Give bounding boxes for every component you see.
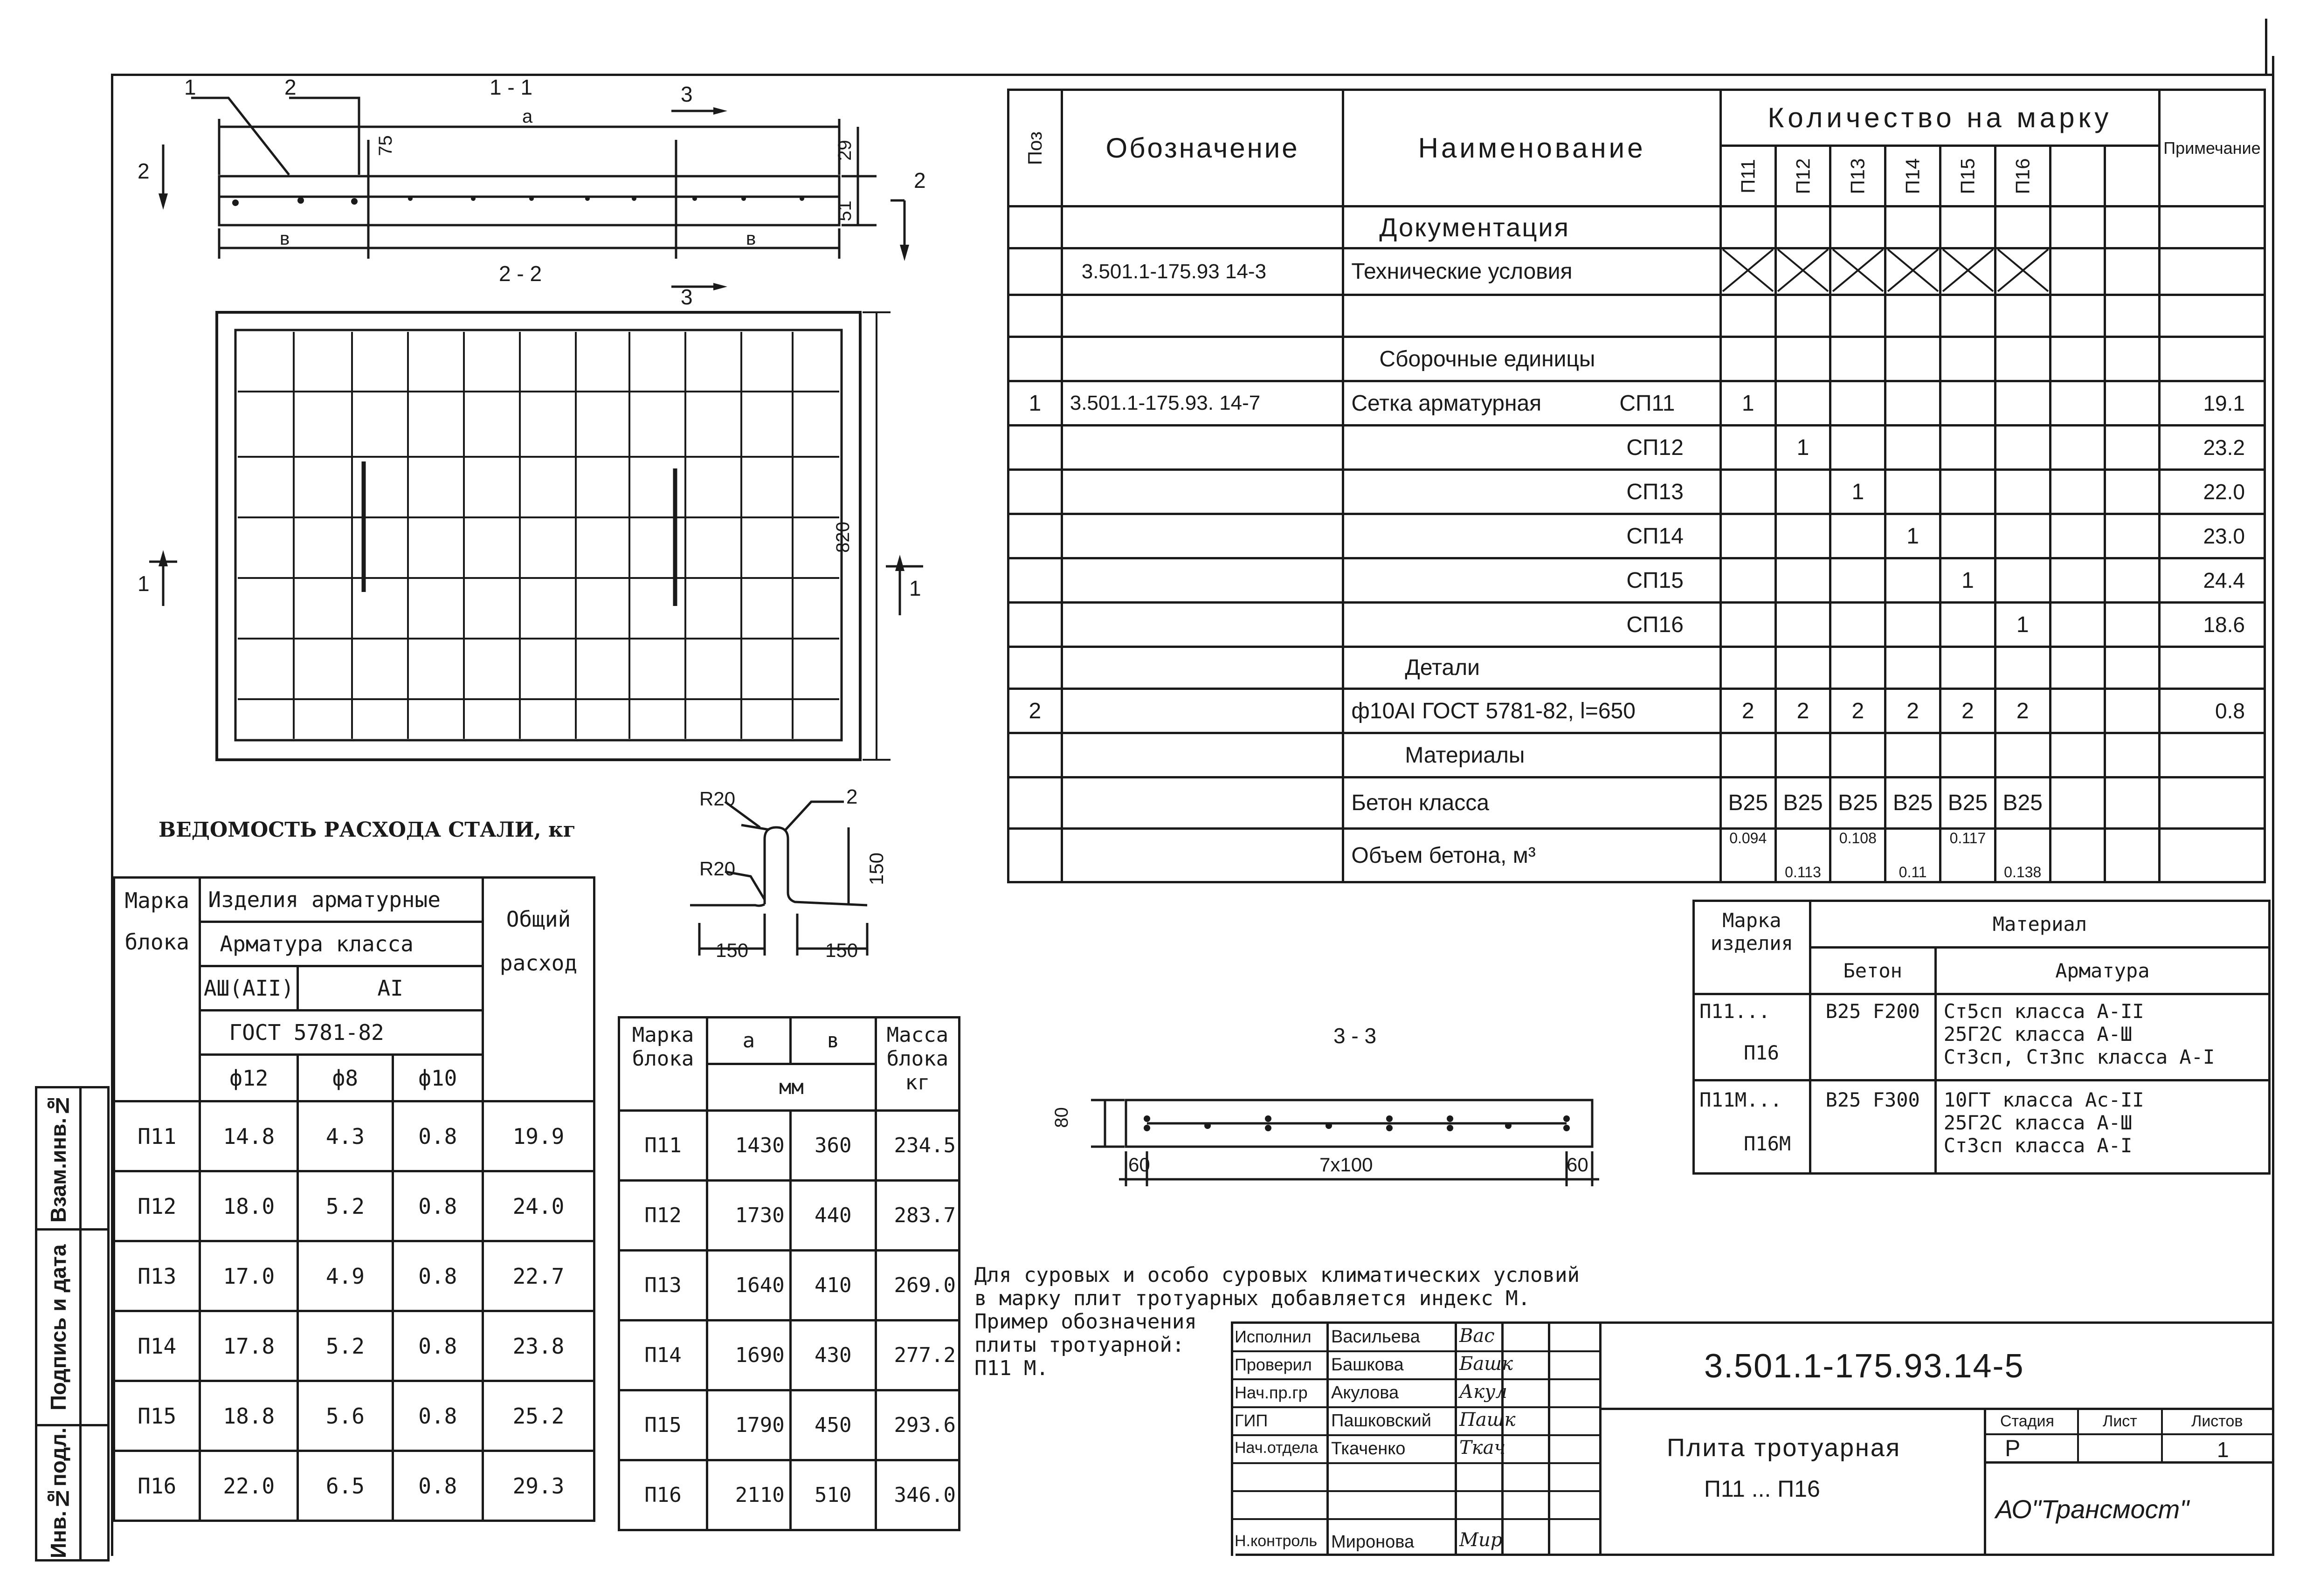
tb-role-3: ГИП <box>1235 1411 1268 1430</box>
steel-h-total-1: Общий <box>506 907 571 932</box>
tb-sign-2: Акул <box>1459 1381 1507 1403</box>
table-row: П11М... П16М В25 F300 10ГТ класса Ас-II 25Г2С класса А-Ш Ст3сп класса А-I <box>1694 1080 2270 1174</box>
side-stamp-sign-date: Подпись и дата <box>46 1244 70 1410</box>
tb-role-4: Нач.отдела <box>1235 1439 1318 1457</box>
spec-x-marks <box>1720 247 2052 294</box>
dim-b-left: в <box>280 228 290 249</box>
spec-doc-code: 3.501.1-175.93 14-3 <box>1081 260 1267 283</box>
steel-h-total-2: расход <box>499 950 578 976</box>
steel-h-gost: ГОСТ 5781-82 <box>229 1020 384 1045</box>
spec-asm-row: СП14 1 23.0 <box>1008 514 2265 558</box>
title-block <box>1231 1321 2273 1556</box>
tb-name-4: Ткаченко <box>1331 1439 1406 1458</box>
steel-h-ai: АI <box>377 976 403 1001</box>
spec-asm-code: 3.501.1-175.93. 14-7 <box>1070 392 1261 414</box>
tb-name-3: Пашковский <box>1331 1411 1431 1431</box>
section-2-2-title: 2 - 2 <box>499 261 542 286</box>
spec-doc-name: Технические условия <box>1351 259 1573 284</box>
spec-table <box>1007 89 2266 883</box>
spec-h-qty: Количество на марку <box>1768 102 2113 133</box>
spec-concrete-row: Бетон класса В25 В25 В25 В25 В25 В25 <box>1008 777 2265 829</box>
steel-h-d12: ф12 <box>229 1065 269 1091</box>
table-row: П12 18.0 5.2 0.8 24.0 <box>114 1171 594 1241</box>
mat-h-concrete: Бетон <box>1843 959 1902 982</box>
spec-mark-p12: П12 <box>1792 158 1814 194</box>
table-row: П11 14.8 4.3 0.8 19.9 <box>114 1101 594 1171</box>
tb-sign-3: Пашк <box>1459 1409 1516 1431</box>
tb-h-sheets: Листов <box>2191 1412 2243 1430</box>
spec-asm-mark: СП11 <box>1619 391 1675 416</box>
table-row: П12 1730 440 283.7 <box>619 1181 960 1251</box>
table-row: П11... П16 В25 F200 Ст5сп класса А-II 25Г2С класса А-Ш Ст3сп, Ст3пс класса А-I <box>1694 994 2270 1080</box>
table-row: П13 1640 410 269.0 <box>619 1251 960 1321</box>
table-row: П14 17.8 5.2 0.8 23.8 <box>114 1311 594 1381</box>
cut-3-top: 3 <box>681 82 693 106</box>
mat-h-mark-2: изделия <box>1710 932 1793 955</box>
section-1-1-title: 1 - 1 <box>490 75 533 99</box>
dims-h-b: в <box>827 1029 839 1053</box>
tb-doc-code: 3.501.1-175.93.14-5 <box>1704 1348 2024 1385</box>
tb-sign-1: Башк <box>1459 1353 1513 1375</box>
callout-2: 2 <box>284 75 297 99</box>
dims-h-mass-2: блока <box>886 1047 949 1071</box>
cut-2-right: 2 <box>914 168 926 193</box>
steel-h-items: Изделия арматурные <box>208 887 441 912</box>
dim-51: 51 <box>834 200 855 221</box>
side-stamp-inv-orig: Инв.№подл. <box>46 1427 70 1558</box>
loop-h150: 150 <box>865 852 888 886</box>
section-3-3-dim-60-left: 60 <box>1128 1154 1150 1176</box>
dims-h-mark-1: Марка <box>632 1023 694 1047</box>
loop-detail-drawing <box>690 783 895 979</box>
dims-h-a: а <box>742 1029 755 1053</box>
steel-h-d10: ф10 <box>418 1065 457 1091</box>
tb-doc-title-1: Плита тротуарная <box>1667 1434 1901 1462</box>
cut-2-left: 2 <box>138 159 150 183</box>
dim-75: 75 <box>375 135 396 156</box>
tb-sign-4: Ткач <box>1459 1437 1506 1458</box>
table-row: П16 2110 510 346.0 <box>619 1460 960 1530</box>
spec-mark-p13: П13 <box>1846 158 1869 194</box>
note-line-5: П11 М. <box>974 1356 1049 1380</box>
callout-1: 1 <box>184 75 196 99</box>
spec-det-row: 2 ф10АI ГОСТ 5781-82, l=650 2 2 2 2 2 2 0.8 <box>1008 689 2265 733</box>
frame-corner-mark <box>2265 19 2267 75</box>
spec-h-designation: Обозначение <box>1105 132 1299 164</box>
section-2-2-plan <box>112 298 974 764</box>
spec-h-note: Примечание <box>2163 138 2261 158</box>
table-row: П14 1690 430 277.2 <box>619 1321 960 1390</box>
spec-sec-details: Детали <box>1405 655 1480 680</box>
steel-h-class: Арматура класса <box>220 931 414 956</box>
tb-control-sign: Мир <box>1459 1529 1503 1551</box>
steel-table <box>113 876 595 1522</box>
tb-h-stage: Стадия <box>2000 1412 2054 1430</box>
spec-asm-row: СП12 1 23.2 <box>1008 426 2265 470</box>
tb-name-0: Васильева <box>1331 1327 1420 1347</box>
steel-h-mark-2: блока <box>124 929 189 955</box>
steel-h-mark-1: Марка <box>124 888 189 913</box>
tb-doc-title-2: П11 ... П16 <box>1704 1476 1820 1502</box>
cut-1-left: 1 <box>138 571 150 596</box>
section-3-3-dim-mid: 7x100 <box>1319 1154 1373 1176</box>
dims-h-mm: мм <box>779 1075 804 1099</box>
dims-table <box>618 1016 960 1531</box>
section-1-1-drawing <box>112 75 974 294</box>
tb-stage: Р <box>2005 1435 2021 1461</box>
tb-name-2: Акулова <box>1331 1383 1399 1403</box>
mat-h-material: Материал <box>1992 913 2087 936</box>
spec-asm-row: СП16 1 18.6 <box>1008 603 2265 647</box>
steel-table-title: ВЕДОМОСТЬ РАСХОДА СТАЛИ, кг <box>159 818 576 842</box>
tb-role-1: Проверил <box>1235 1355 1312 1374</box>
steel-h-aiii: АШ(АII) <box>203 976 294 1001</box>
dim-29: 29 <box>834 140 855 161</box>
tb-role-0: Исполнил <box>1235 1327 1312 1346</box>
table-row: П15 1790 450 293.6 <box>619 1390 960 1460</box>
section-3-3-drawing <box>1072 1086 1604 1198</box>
side-stamp <box>35 1086 110 1562</box>
note-line-2: в марку плит тротуарных добавляется индекс М. <box>974 1286 1531 1310</box>
mat-h-mark-1: Марка <box>1722 909 1781 932</box>
dim-b-right: в <box>746 228 756 249</box>
spec-volume-row: Объем бетона, м³ 0.094 0.113 0.108 0.11 0.117 0.138 <box>1008 829 2265 882</box>
section-3-3-title: 3 - 3 <box>1333 1024 1377 1048</box>
tb-control-name: Миронова <box>1331 1532 1415 1552</box>
dim-820: 820 <box>832 522 853 553</box>
spec-mark-p11: П11 <box>1737 158 1759 193</box>
dims-h-mass-1: Масса <box>886 1023 949 1047</box>
spec-h-name: Наименование <box>1418 132 1646 164</box>
mat-h-rebar: Арматура <box>2055 959 2150 982</box>
tb-role-2: Нач.пр.гр <box>1235 1383 1308 1402</box>
tb-sheets: 1 <box>2217 1438 2229 1462</box>
dims-h-mark-2: блока <box>632 1047 694 1071</box>
spec-asm-row: 1 3.501.1-175.93. 14-7 Сетка арматурная СП11 1 19.1 <box>1008 381 2265 426</box>
dim-a: a <box>522 106 533 127</box>
loop-r-top: R20 <box>699 788 736 810</box>
note-line-3: Пример обозначения <box>974 1310 1197 1334</box>
spec-sec-materials: Материалы <box>1405 743 1525 768</box>
table-row: П13 17.0 4.9 0.8 22.7 <box>114 1241 594 1311</box>
tb-control-role: Н.контроль <box>1235 1532 1318 1550</box>
cut-3-bottom: 3 <box>681 285 693 309</box>
spec-asm-name: Сетка арматурная <box>1351 391 1542 416</box>
tb-sign-0: Вас <box>1459 1325 1495 1347</box>
spec-h-pos: Поз <box>1023 131 1046 165</box>
loop-w150-right: 150 <box>825 939 858 961</box>
table-row: П11 1430 360 234.5 <box>619 1111 960 1181</box>
note-line-1: Для суровых и особо суровых климатических условий <box>974 1263 1580 1287</box>
tb-org: АО"Трансмост" <box>1995 1494 2189 1524</box>
spec-mark-p15: П15 <box>1956 158 1979 194</box>
spec-mark-p16: П16 <box>2011 158 2034 194</box>
table-row: П15 18.8 5.6 0.8 25.2 <box>114 1381 594 1451</box>
spec-asm-row: СП13 1 22.0 <box>1008 470 2265 514</box>
note-line-4: плиты тротуарной: <box>974 1333 1185 1357</box>
spec-mark-p14: П14 <box>1901 158 1924 194</box>
section-3-3-dim-80: 80 <box>1051 1107 1072 1128</box>
material-table <box>1692 900 2271 1175</box>
spec-sec-docs: Документация <box>1379 213 1570 242</box>
dims-h-mass-3: кг <box>905 1071 930 1094</box>
table-row: П16 22.0 6.5 0.8 29.3 <box>114 1451 594 1521</box>
tb-name-1: Башкова <box>1331 1355 1404 1375</box>
spec-sec-assemblies: Сборочные единицы <box>1379 346 1595 371</box>
cut-1-right: 1 <box>909 576 921 600</box>
steel-h-d8: ф8 <box>332 1065 359 1091</box>
section-3-3-dim-60-right: 60 <box>1567 1154 1588 1176</box>
spec-asm-row: СП15 1 24.4 <box>1008 558 2265 603</box>
tb-h-sheet: Лист <box>2103 1412 2137 1430</box>
loop-r-bottom: R20 <box>699 858 736 880</box>
side-stamp-inv-replace: Взам.инв.№ <box>46 1094 70 1223</box>
loop-w150-left: 150 <box>716 939 749 961</box>
loop-pos: 2 <box>846 785 858 808</box>
